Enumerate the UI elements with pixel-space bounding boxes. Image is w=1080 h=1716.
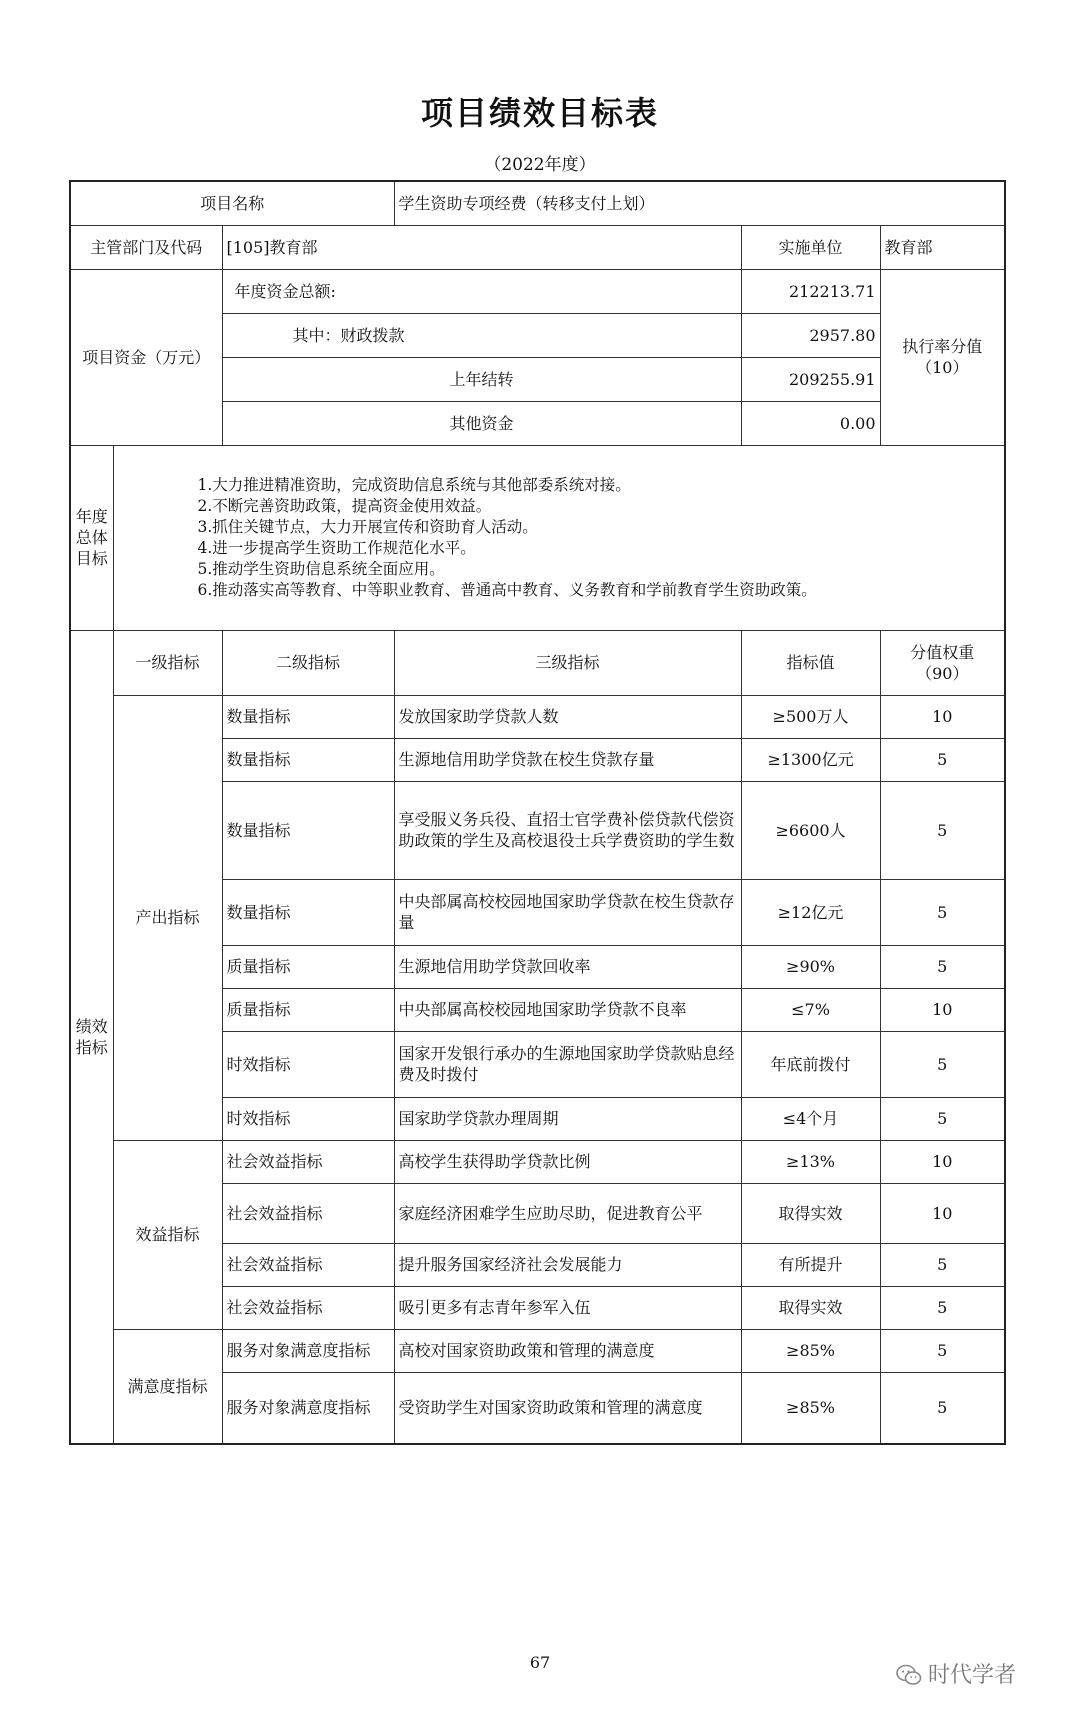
weight-cell: 5: [880, 1329, 1005, 1372]
level3-cell: 高校学生获得助学贷款比例: [394, 1140, 741, 1183]
level2-cell: 服务对象满意度指标: [222, 1329, 394, 1372]
implementing-unit-label: 实施单位: [741, 225, 880, 269]
goal-item: 2.不断完善资助政策，提高资金使用效益。: [197, 496, 492, 515]
indicator-value-cell: 年底前拨付: [741, 1031, 880, 1097]
level2-cell: 社会效益指标: [222, 1286, 394, 1329]
weight-cell: 10: [880, 695, 1005, 738]
indicator-value-cell: 取得实效: [741, 1286, 880, 1329]
level2-cell: 时效指标: [222, 1031, 394, 1097]
table-row: [70, 1140, 1005, 1183]
level3-cell: 受资助学生对国家资助政策和管理的满意度: [394, 1372, 741, 1444]
implementing-unit-value: 教育部: [880, 225, 1005, 269]
header-level2: 二级指标: [222, 630, 394, 695]
weight-cell: 5: [880, 781, 1005, 879]
level3-cell: 吸引更多有志青年参军入伍: [394, 1286, 741, 1329]
level3-cell: 国家开发银行承办的生源地国家助学贷款贴息经费及时拨付: [394, 1031, 741, 1097]
funds-carryover-value: 209255.91: [741, 357, 880, 401]
annual-goals-row: [70, 445, 1005, 630]
goal-item: 6.推动落实高等教育、中等职业教育、普通高中教育、义务教育和学前教育学生资助政策。: [197, 580, 817, 599]
indicators-section-label-line: 绩效: [75, 1016, 108, 1036]
execution-rate-cell: [880, 269, 1005, 445]
indicator-value-cell: ≥6600人: [741, 781, 880, 879]
weight-cell: 5: [880, 1097, 1005, 1140]
goal-item: 5.推动学生资助信息系统全面应用。: [197, 559, 445, 578]
indicator-value-cell: ≥90%: [741, 945, 880, 988]
funds-total-value: 212213.71: [741, 269, 880, 313]
funds-label: 项目资金（万元）: [70, 269, 222, 445]
page-number: 67: [529, 1653, 551, 1672]
weight-cell: 5: [880, 1372, 1005, 1444]
level3-cell: 中央部属高校校园地国家助学贷款在校生贷款存量: [394, 879, 741, 945]
weight-cell: 5: [880, 879, 1005, 945]
funds-total-label: 年度资金总额:: [222, 269, 741, 313]
performance-target-table: [69, 180, 1006, 1445]
indicators-section-label: [70, 630, 113, 1444]
indicator-value-cell: ≤4个月: [741, 1097, 880, 1140]
indicator-header-row: [70, 630, 1005, 695]
level2-cell: 数量指标: [222, 781, 394, 879]
watermark: [896, 1658, 1016, 1689]
goal-item: 3.抓住关键节点，大力开展宣传和资助育人活动。: [197, 517, 538, 536]
indicators-section-label-line: 指标: [75, 1037, 108, 1057]
level3-cell: 中央部属高校校园地国家助学贷款不良率: [394, 988, 741, 1031]
header-weight: [880, 630, 1005, 695]
table-row: [70, 695, 1005, 738]
level3-cell: 享受服义务兵役、直招士官学费补偿贷款代偿资助政策的学生及高校退役士兵学费资助的学生数: [394, 781, 741, 879]
page-title: 项目绩效目标表: [420, 94, 659, 132]
level2-cell: 数量指标: [222, 695, 394, 738]
weight-cell: 10: [880, 988, 1005, 1031]
level3-cell: 国家助学贷款办理周期: [394, 1097, 741, 1140]
indicator-value-cell: 有所提升: [741, 1243, 880, 1286]
level3-cell: 提升服务国家经济社会发展能力: [394, 1243, 741, 1286]
indicator-value-cell: ≥12亿元: [741, 879, 880, 945]
funds-fiscal-value: 2957.80: [741, 313, 880, 357]
level2-cell: 质量指标: [222, 945, 394, 988]
header-value: 指标值: [741, 630, 880, 695]
level2-cell: 时效指标: [222, 1097, 394, 1140]
execution-rate-label: 执行率分值: [902, 337, 983, 356]
level2-cell: 服务对象满意度指标: [222, 1372, 394, 1444]
indicator-value-cell: ≥500万人: [741, 695, 880, 738]
department-value: [105]教育部: [222, 225, 741, 269]
indicator-value-cell: ≥13%: [741, 1140, 880, 1183]
weight-cell: 10: [880, 1140, 1005, 1183]
indicator-value-cell: ≥85%: [741, 1329, 880, 1372]
funds-total-row: [70, 269, 1005, 313]
level2-cell: 社会效益指标: [222, 1183, 394, 1243]
goal-item: 1.大力推进精准资助，完成资助信息系统与其他部委系统对接。: [197, 475, 631, 494]
level3-cell: 发放国家助学贷款人数: [394, 695, 741, 738]
project-name-row: [70, 181, 1005, 225]
funds-other-label: 其他资金: [222, 401, 741, 445]
weight-cell: 5: [880, 1243, 1005, 1286]
annual-goals-content: [113, 445, 1005, 630]
page-subtitle: （2022年度）: [484, 155, 596, 175]
department-row: [70, 225, 1005, 269]
funds-other-value: 0.00: [741, 401, 880, 445]
level3-cell: 高校对国家资助政策和管理的满意度: [394, 1329, 741, 1372]
goal-item: 4.进一步提高学生资助工作规范化水平。: [197, 538, 476, 557]
annual-goals-label-line: 年度: [75, 507, 108, 526]
department-label: 主管部门及代码: [70, 225, 222, 269]
level2-cell: 数量指标: [222, 738, 394, 781]
weight-cell: 5: [880, 738, 1005, 781]
group-output-label: 产出指标: [113, 695, 222, 1140]
indicator-value-cell: ≤7%: [741, 988, 880, 1031]
header-weight-line: （90）: [916, 663, 969, 683]
weight-cell: 10: [880, 1183, 1005, 1243]
project-name-value: 学生资助专项经费（转移支付上划）: [394, 181, 1005, 225]
funds-carryover-label: 上年结转: [222, 357, 741, 401]
header-weight-line: 分值权重: [910, 642, 975, 662]
weight-cell: 5: [880, 1031, 1005, 1097]
annual-goals-label-line: 目标: [75, 549, 108, 568]
level2-cell: 数量指标: [222, 879, 394, 945]
level2-cell: 社会效益指标: [222, 1140, 394, 1183]
level2-cell: 质量指标: [222, 988, 394, 1031]
level2-cell: 社会效益指标: [222, 1243, 394, 1286]
project-name-label: 项目名称: [70, 181, 394, 225]
wechat-icon: [896, 1664, 922, 1686]
level3-cell: 生源地信用助学贷款在校生贷款存量: [394, 738, 741, 781]
annual-goals-label: [70, 445, 113, 630]
table-row: [70, 1329, 1005, 1372]
weight-cell: 5: [880, 1286, 1005, 1329]
level3-cell: 家庭经济困难学生应助尽助，促进教育公平: [394, 1183, 741, 1243]
indicator-value-cell: ≥1300亿元: [741, 738, 880, 781]
indicator-value-cell: ≥85%: [741, 1372, 880, 1444]
group-satisfaction-label: 满意度指标: [113, 1329, 222, 1444]
header-level3: 三级指标: [394, 630, 741, 695]
funds-fiscal-label: 其中：财政拨款: [222, 313, 741, 357]
indicator-value-cell: 取得实效: [741, 1183, 880, 1243]
execution-rate-score: （10）: [916, 358, 969, 377]
header-level1: 一级指标: [113, 630, 222, 695]
group-benefit-label: 效益指标: [113, 1140, 222, 1329]
annual-goals-label-line: 总体: [75, 528, 108, 547]
watermark-text: 时代学者: [928, 1663, 1017, 1688]
weight-cell: 5: [880, 945, 1005, 988]
level3-cell: 生源地信用助学贷款回收率: [394, 945, 741, 988]
